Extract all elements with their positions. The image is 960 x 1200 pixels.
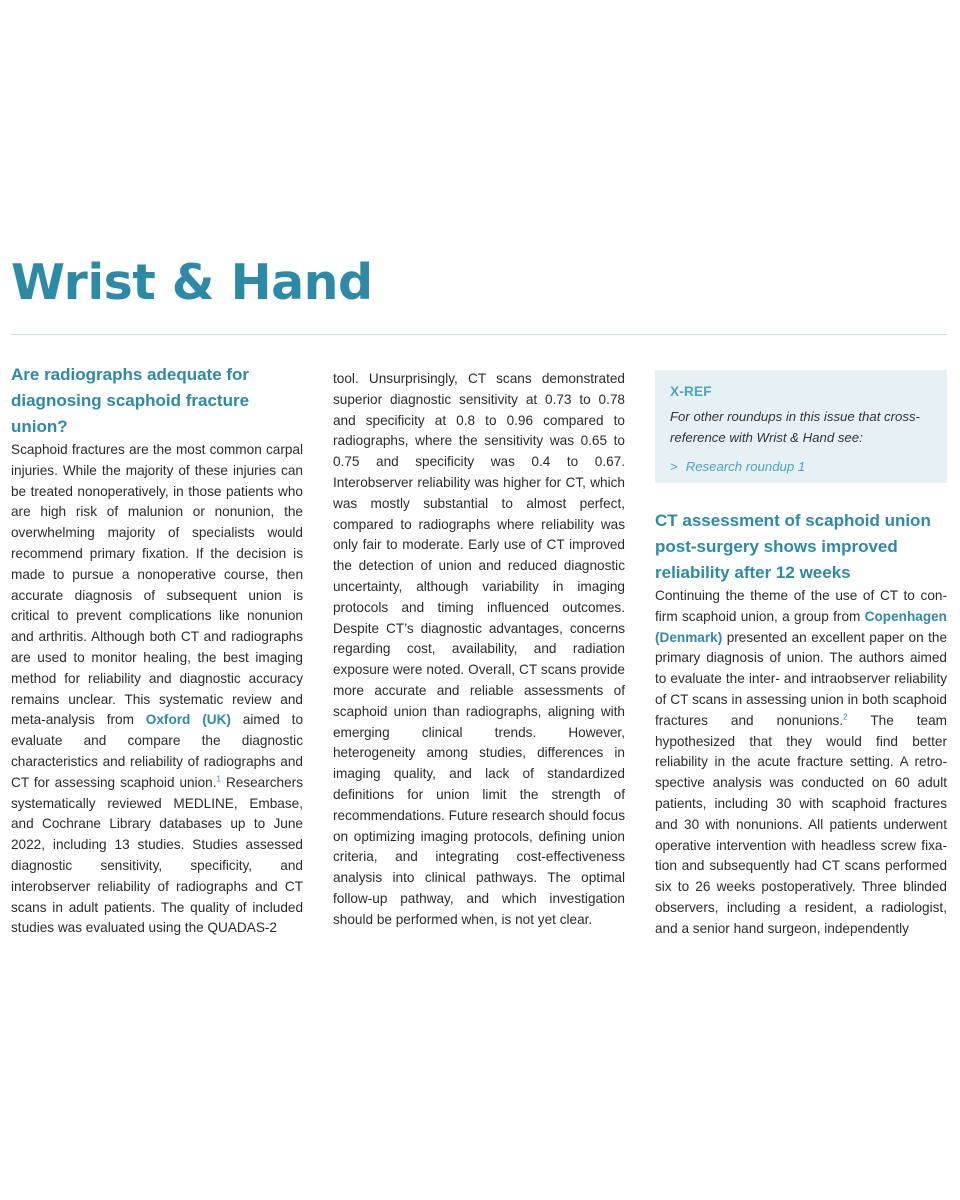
article1-body-text2: aimed to evaluate and compare the diagnostic characteristics and reliability of radiographs and CT for assessing scaphoid union. xyxy=(11,712,304,790)
article2-body-text1: Continuing the theme of the use of CT to confirm scaphoid union, a group from xyxy=(655,588,947,624)
article1-reference: 1 xyxy=(216,774,221,784)
article2-reference: 2 xyxy=(843,712,848,722)
article1-body-text3-part1: Researchers systematically reviewed MEDLINE, Embase, and Cochrane Library databases up to June 2022, including 13 studies. Studies assessed diagnostic sensitivity, specificity, and interobserver reliability of radiographs and CT scans in adult patients. The quality of included studies was evaluated using the QUADAS-2 xyxy=(11,774,303,936)
article1-body-text3-part2: tool. Unsurprisingly, CT scans demonstrated superior diagnostic sensitivity at 0.73 to 0.78 and specificity at 0.8 to 0.96 compared to radiographs, where the sensitivity was 0.65 to 0.75 and specificity was 0.4 to 0.67. Interobserver reliability was higher for CT, which was mostly substantial to almost perfect, compared to radiographs where reliability was only fair to moderate. Early use of CT improved the detection of union and reduced diagnostic uncertainty, although variability in imaging protocols and timing influenced outcomes. Despite CT’s diagnostic advantages, concerns regarding cost, availability, and radiation exposure were noted. Overall, CT scans provide more accurate and reliable assessments of scaphoid union than radiographs, aligning with emerging clinical trends. However, heterogeneity among studies, differences in imaging quality, and lack of standardized definitions for union limit the strength of recommendations. Future research should focus on optimizing imaging protocols, defining union criteria, and integrating cost-effectiveness analysis into clinical pathways. The optimal follow-up pathway, and which investigation should be performed when, is not yet clear. xyxy=(333,371,625,927)
article1-headline: Are radiographs adequate for diagnosing scaphoid fracture union? xyxy=(11,365,250,436)
article2-body-text3: The team hypothesized that they would find better reliability in the acute fracture setting. A retrospective analysis was conducted on 60 adult patients, including 30 with scaphoid fractures and 30 with nonunions. All patients underwent operative intervention with headless screw fixation and subsequently had CT scans performed six to 26 weeks postoperatively. Three blinded observers, including a resident, a radiologist, and a senior hand surgeon, independently xyxy=(655,712,948,936)
title-divider xyxy=(11,334,947,335)
article2-body-text2: presented an excellent paper on the primary diagnosis of union. The authors aimed to evaluate the inter- and intraobserver reliability of CT scans in assessing union in both scaphoid fractures and nonunions. xyxy=(655,629,948,728)
chevron-right-icon: > xyxy=(670,459,678,474)
article2-headline: CT assessment of scaphoid union post-surgery shows improved reliability after 12 weeks xyxy=(655,511,931,582)
xref-link[interactable] xyxy=(670,456,932,477)
section-title: Wrist & Hand xyxy=(11,254,373,311)
article1-location: Oxford (UK) xyxy=(145,712,231,728)
article2-location: Copenhagen (Denmark) xyxy=(655,608,947,645)
xref-title: X-REF xyxy=(670,384,712,399)
xref-box xyxy=(655,370,947,483)
article1-body xyxy=(11,440,303,939)
xref-link-label[interactable]: Research roundup 1 xyxy=(685,459,806,474)
article2-column xyxy=(655,508,947,940)
article1-body-continued xyxy=(333,369,625,931)
article1-column2 xyxy=(333,369,625,931)
article1-body-text1: Scaphoid fractures are the most common carpal injuries. While the majority of these injuries can be treated nonoperatively, in those patients who are high risk of malunion or nonunion, the overwhelming majority of specialists would recommend primary fixation. If the decision is made to pursue a nonoperative course, then accurate diagnosis of subsequent union is critical to prevent complications like nonunion and arthritis. Although both CT and radiographs are used to monitor healing, the best imaging method for reliability and diagnostic accuracy remains unclear. This systematic review and meta-analysis from xyxy=(11,442,303,728)
article2-body xyxy=(655,586,947,940)
xref-text: For other roundups in this issue that cross-reference with Wrist & Hand see: xyxy=(670,409,920,445)
article1-column1 xyxy=(11,362,303,939)
